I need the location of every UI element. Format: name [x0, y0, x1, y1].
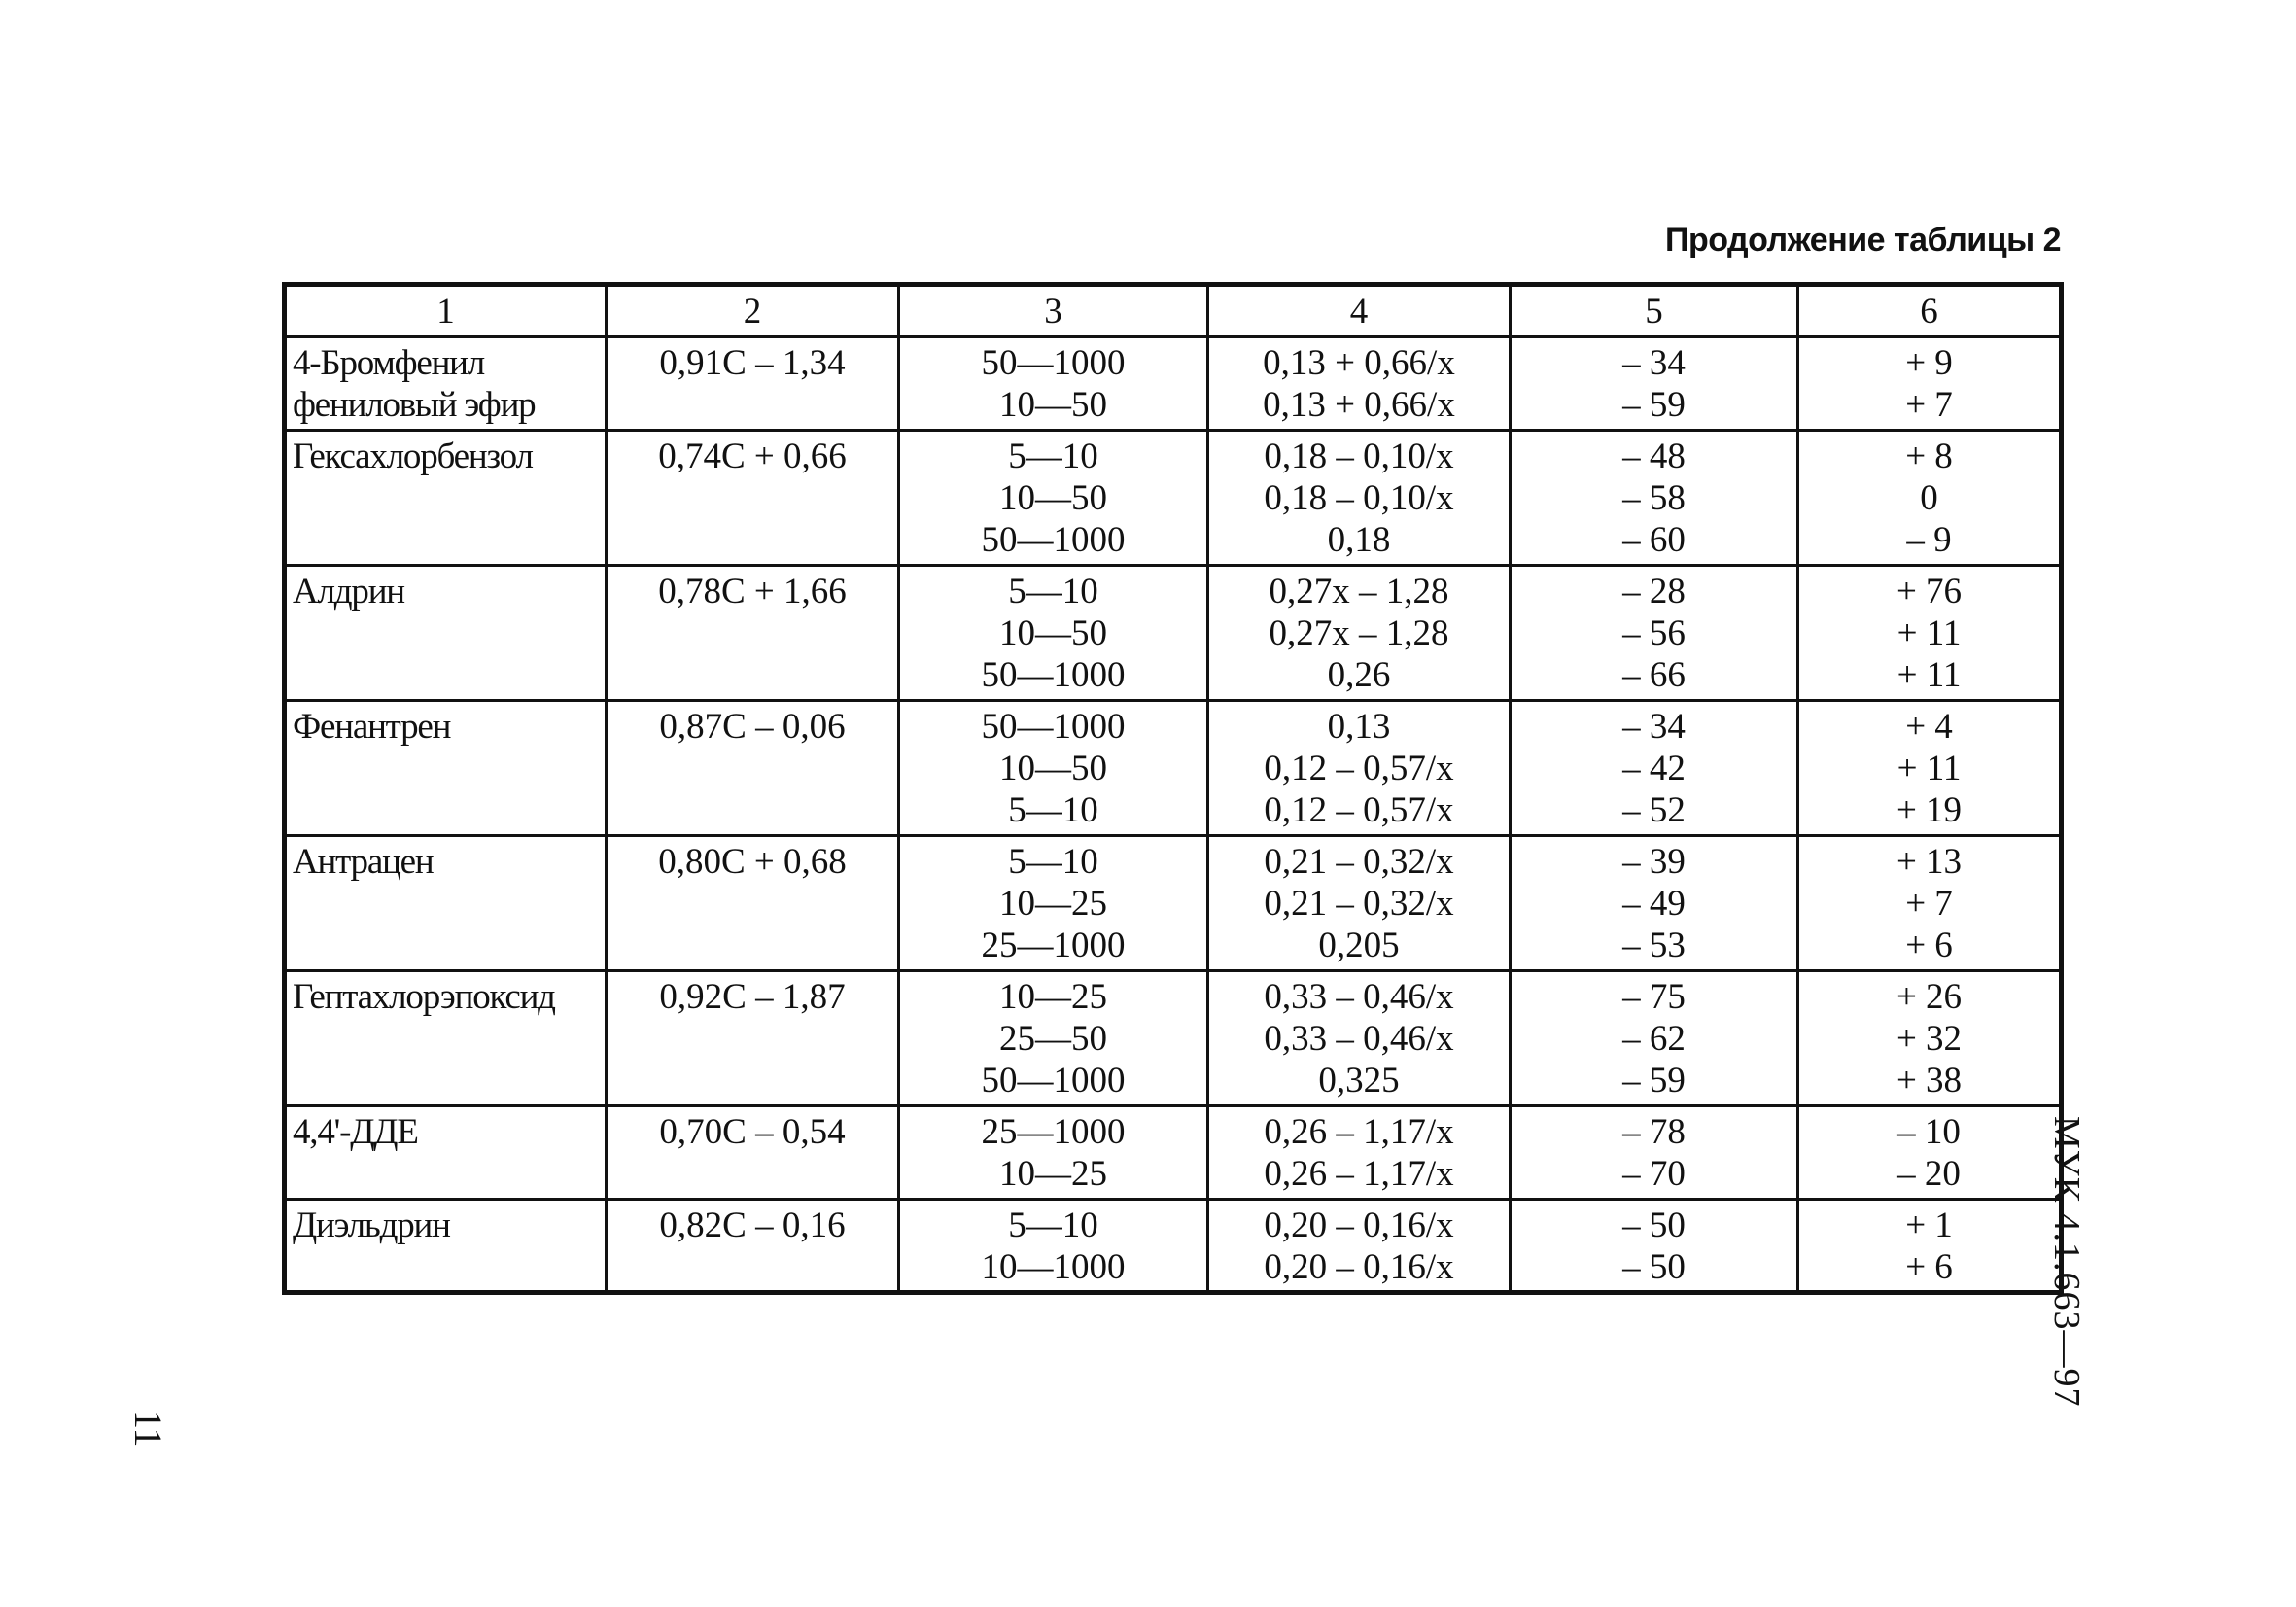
table-row: [285, 566, 2062, 701]
error-formula: 0,33 – 0,46/x: [1264, 1019, 1454, 1059]
concentration-range-cell: [899, 1106, 1208, 1200]
concentration-range-cell: [899, 431, 1208, 566]
column-6-value: + 6: [1905, 926, 1953, 965]
column-6-value: + 7: [1905, 385, 1953, 425]
column-header: 1: [285, 285, 607, 337]
concentration-range-cell: [899, 1200, 1208, 1293]
error-formula: 0,27x – 1,28: [1269, 613, 1449, 653]
substance-name-cell: [285, 1200, 607, 1293]
column-6-value: + 7: [1905, 884, 1953, 924]
column-5-value: – 50: [1622, 1247, 1686, 1287]
regression-equation-cell: [607, 1200, 899, 1293]
concentration-range-cell: [899, 836, 1208, 971]
concentration-range-cell: [899, 566, 1208, 701]
column-6-value: + 11: [1896, 655, 1962, 695]
column-6-value-cell: [1798, 566, 2062, 701]
error-formula-cell: [1208, 337, 1511, 431]
column-5-value: – 59: [1622, 385, 1686, 425]
error-formula: 0,13 + 0,66/x: [1263, 385, 1455, 425]
table-row: [285, 431, 2062, 566]
concentration-range: 50—1000: [981, 520, 1126, 560]
column-5-value-cell: [1511, 971, 1798, 1106]
column-6-value: + 11: [1896, 613, 1962, 653]
column-6-value: + 19: [1896, 790, 1963, 830]
column-5-value-cell: [1511, 337, 1798, 431]
column-6-value-cell: [1798, 1200, 2062, 1293]
regression-equation: 0,74C + 0,66: [658, 437, 847, 476]
concentration-range: 50—1000: [981, 1061, 1126, 1100]
column-6-value-cell: [1798, 701, 2062, 836]
column-6-value: + 76: [1896, 572, 1963, 611]
column-5-value: – 62: [1622, 1019, 1686, 1059]
column-5-value: – 58: [1622, 478, 1686, 518]
error-formula-cell: [1208, 1200, 1511, 1293]
concentration-range: 10—50: [999, 613, 1107, 653]
regression-equation-cell: [607, 337, 899, 431]
substance-name-cell: [285, 431, 607, 566]
column-5-value: – 28: [1622, 572, 1686, 611]
column-6-value-cell: [1798, 1106, 2062, 1200]
substance-name: Диэльдрин: [293, 1205, 450, 1245]
regression-equation: 0,92C – 1,87: [659, 977, 846, 1017]
document-code: МУК 4.1.663—97: [2046, 1116, 2087, 1408]
concentration-range: 10—1000: [981, 1247, 1126, 1287]
column-5-value: – 39: [1622, 842, 1686, 882]
substance-name: Гексахлорбензол: [293, 437, 533, 476]
concentration-range: 25—1000: [981, 926, 1126, 965]
data-table: [282, 282, 2064, 1295]
error-formula: 0,12 – 0,57/x: [1264, 790, 1454, 830]
regression-equation: 0,78C + 1,66: [658, 572, 847, 611]
concentration-range: 10—50: [999, 385, 1107, 425]
column-6-value: + 11: [1896, 749, 1962, 788]
column-6-value: – 20: [1897, 1154, 1961, 1194]
regression-equation-cell: [607, 836, 899, 971]
column-header: 5: [1511, 285, 1798, 337]
regression-equation-cell: [607, 701, 899, 836]
concentration-range: 10—50: [999, 749, 1107, 788]
error-formula: 0,20 – 0,16/x: [1264, 1247, 1454, 1287]
page-number: 11: [126, 1410, 170, 1448]
concentration-range: 10—50: [999, 478, 1107, 518]
column-header: 6: [1798, 285, 2062, 337]
table-row: [285, 836, 2062, 971]
column-5-value-cell: [1511, 701, 1798, 836]
table-row: [285, 337, 2062, 431]
column-5-value: – 75: [1622, 977, 1686, 1017]
error-formula: 0,21 – 0,32/x: [1264, 842, 1454, 882]
concentration-range: 10—25: [999, 1154, 1107, 1194]
concentration-range-cell: [899, 337, 1208, 431]
substance-name-cell: [285, 836, 607, 971]
column-5-value: – 42: [1622, 749, 1686, 788]
concentration-range: 5—10: [1008, 842, 1098, 882]
substance-name-cell: [285, 566, 607, 701]
substance-name-cell: [285, 971, 607, 1106]
concentration-range: 10—25: [999, 977, 1107, 1017]
column-6-value: – 9: [1906, 520, 1952, 560]
column-header: 4: [1208, 285, 1511, 337]
column-6-value: + 9: [1905, 343, 1953, 383]
column-6-value: + 13: [1896, 842, 1963, 882]
column-5-value: – 52: [1622, 790, 1686, 830]
column-5-value-cell: [1511, 566, 1798, 701]
substance-name-cell: [285, 337, 607, 431]
column-5-value: – 50: [1622, 1205, 1686, 1245]
error-formula: 0,21 – 0,32/x: [1264, 884, 1454, 924]
column-6-value: – 10: [1897, 1112, 1961, 1152]
concentration-range: 25—1000: [981, 1112, 1126, 1152]
column-5-value-cell: [1511, 1200, 1798, 1293]
error-formula: 0,20 – 0,16/x: [1264, 1205, 1454, 1245]
substance-name: Гептахлорэпоксид: [293, 977, 555, 1017]
column-6-value: + 6: [1905, 1247, 1953, 1287]
concentration-range-cell: [899, 701, 1208, 836]
concentration-range: 5—10: [1008, 1205, 1098, 1245]
table-row: [285, 1106, 2062, 1200]
column-5-value-cell: [1511, 1106, 1798, 1200]
error-formula: 0,26: [1327, 655, 1391, 695]
concentration-range: 10—25: [999, 884, 1107, 924]
error-formula: 0,12 – 0,57/x: [1264, 749, 1454, 788]
column-5-value: – 70: [1622, 1154, 1686, 1194]
column-6-value: + 4: [1905, 707, 1953, 747]
concentration-range: 5—10: [1008, 437, 1098, 476]
column-6-value: + 26: [1896, 977, 1963, 1017]
concentration-range: 50—1000: [981, 707, 1126, 747]
column-5-value: – 34: [1622, 707, 1686, 747]
column-5-value: – 78: [1622, 1112, 1686, 1152]
column-6-value: + 1: [1905, 1205, 1953, 1245]
column-6-value: + 8: [1905, 437, 1953, 476]
error-formula: 0,325: [1318, 1061, 1400, 1100]
concentration-range: 50—1000: [981, 343, 1126, 383]
column-5-value-cell: [1511, 431, 1798, 566]
header-row: [285, 285, 2062, 337]
regression-equation: 0,87C – 0,06: [659, 707, 846, 747]
regression-equation-cell: [607, 1106, 899, 1200]
substance-name: 4-Бромфенил: [293, 343, 485, 383]
column-6-value: + 32: [1896, 1019, 1963, 1059]
regression-equation: 0,82C – 0,16: [659, 1205, 846, 1245]
error-formula: 0,205: [1318, 926, 1400, 965]
substance-name-cell: [285, 701, 607, 836]
column-6-value: + 38: [1896, 1061, 1963, 1100]
column-6-value-cell: [1798, 431, 2062, 566]
error-formula: 0,13: [1327, 707, 1391, 747]
column-5-value: – 66: [1622, 655, 1686, 695]
column-5-value: – 49: [1622, 884, 1686, 924]
concentration-range: 5—10: [1008, 572, 1098, 611]
regression-equation-cell: [607, 971, 899, 1106]
column-6-value-cell: [1798, 971, 2062, 1106]
concentration-range: 5—10: [1008, 790, 1098, 830]
regression-equation: 0,80C + 0,68: [658, 842, 847, 882]
error-formula: 0,13 + 0,66/x: [1263, 343, 1455, 383]
error-formula: 0,26 – 1,17/x: [1264, 1112, 1454, 1152]
substance-name-cell: [285, 1106, 607, 1200]
error-formula: 0,33 – 0,46/x: [1264, 977, 1454, 1017]
substance-name: фениловый эфир: [293, 385, 536, 425]
error-formula: 0,18 – 0,10/x: [1264, 478, 1454, 518]
column-5-value: – 53: [1622, 926, 1686, 965]
table-row: [285, 1200, 2062, 1293]
column-header: 3: [899, 285, 1208, 337]
column-5-value: – 60: [1622, 520, 1686, 560]
error-formula: 0,27x – 1,28: [1269, 572, 1449, 611]
regression-equation-cell: [607, 431, 899, 566]
column-6-value: 0: [1920, 478, 1938, 518]
column-6-value-cell: [1798, 337, 2062, 431]
substance-name: Антрацен: [293, 842, 434, 882]
regression-equation: 0,70C – 0,54: [659, 1112, 846, 1152]
column-5-value: – 59: [1622, 1061, 1686, 1100]
error-formula: 0,18: [1327, 520, 1391, 560]
column-5-value: – 48: [1622, 437, 1686, 476]
error-formula-cell: [1208, 701, 1511, 836]
error-formula-cell: [1208, 1106, 1511, 1200]
substance-name: 4,4'-ДДЕ: [293, 1112, 418, 1152]
column-5-value: – 56: [1622, 613, 1686, 653]
column-header: 2: [607, 285, 899, 337]
regression-equation-cell: [607, 566, 899, 701]
error-formula: 0,26 – 1,17/x: [1264, 1154, 1454, 1194]
table-caption: Продолжение таблицы 2: [1665, 222, 2061, 259]
column-5-value: – 34: [1622, 343, 1686, 383]
substance-name: Алдрин: [293, 572, 404, 611]
concentration-range: 50—1000: [981, 655, 1126, 695]
substance-name: Фенантрен: [293, 707, 451, 747]
regression-equation: 0,91C – 1,34: [659, 343, 846, 383]
error-formula: 0,18 – 0,10/x: [1264, 437, 1454, 476]
column-5-value-cell: [1511, 836, 1798, 971]
error-formula-cell: [1208, 566, 1511, 701]
concentration-range: 25—50: [999, 1019, 1107, 1059]
table-row: [285, 701, 2062, 836]
table-row: [285, 971, 2062, 1106]
column-6-value-cell: [1798, 836, 2062, 971]
concentration-range-cell: [899, 971, 1208, 1106]
error-formula-cell: [1208, 431, 1511, 566]
error-formula-cell: [1208, 836, 1511, 971]
error-formula-cell: [1208, 971, 1511, 1106]
